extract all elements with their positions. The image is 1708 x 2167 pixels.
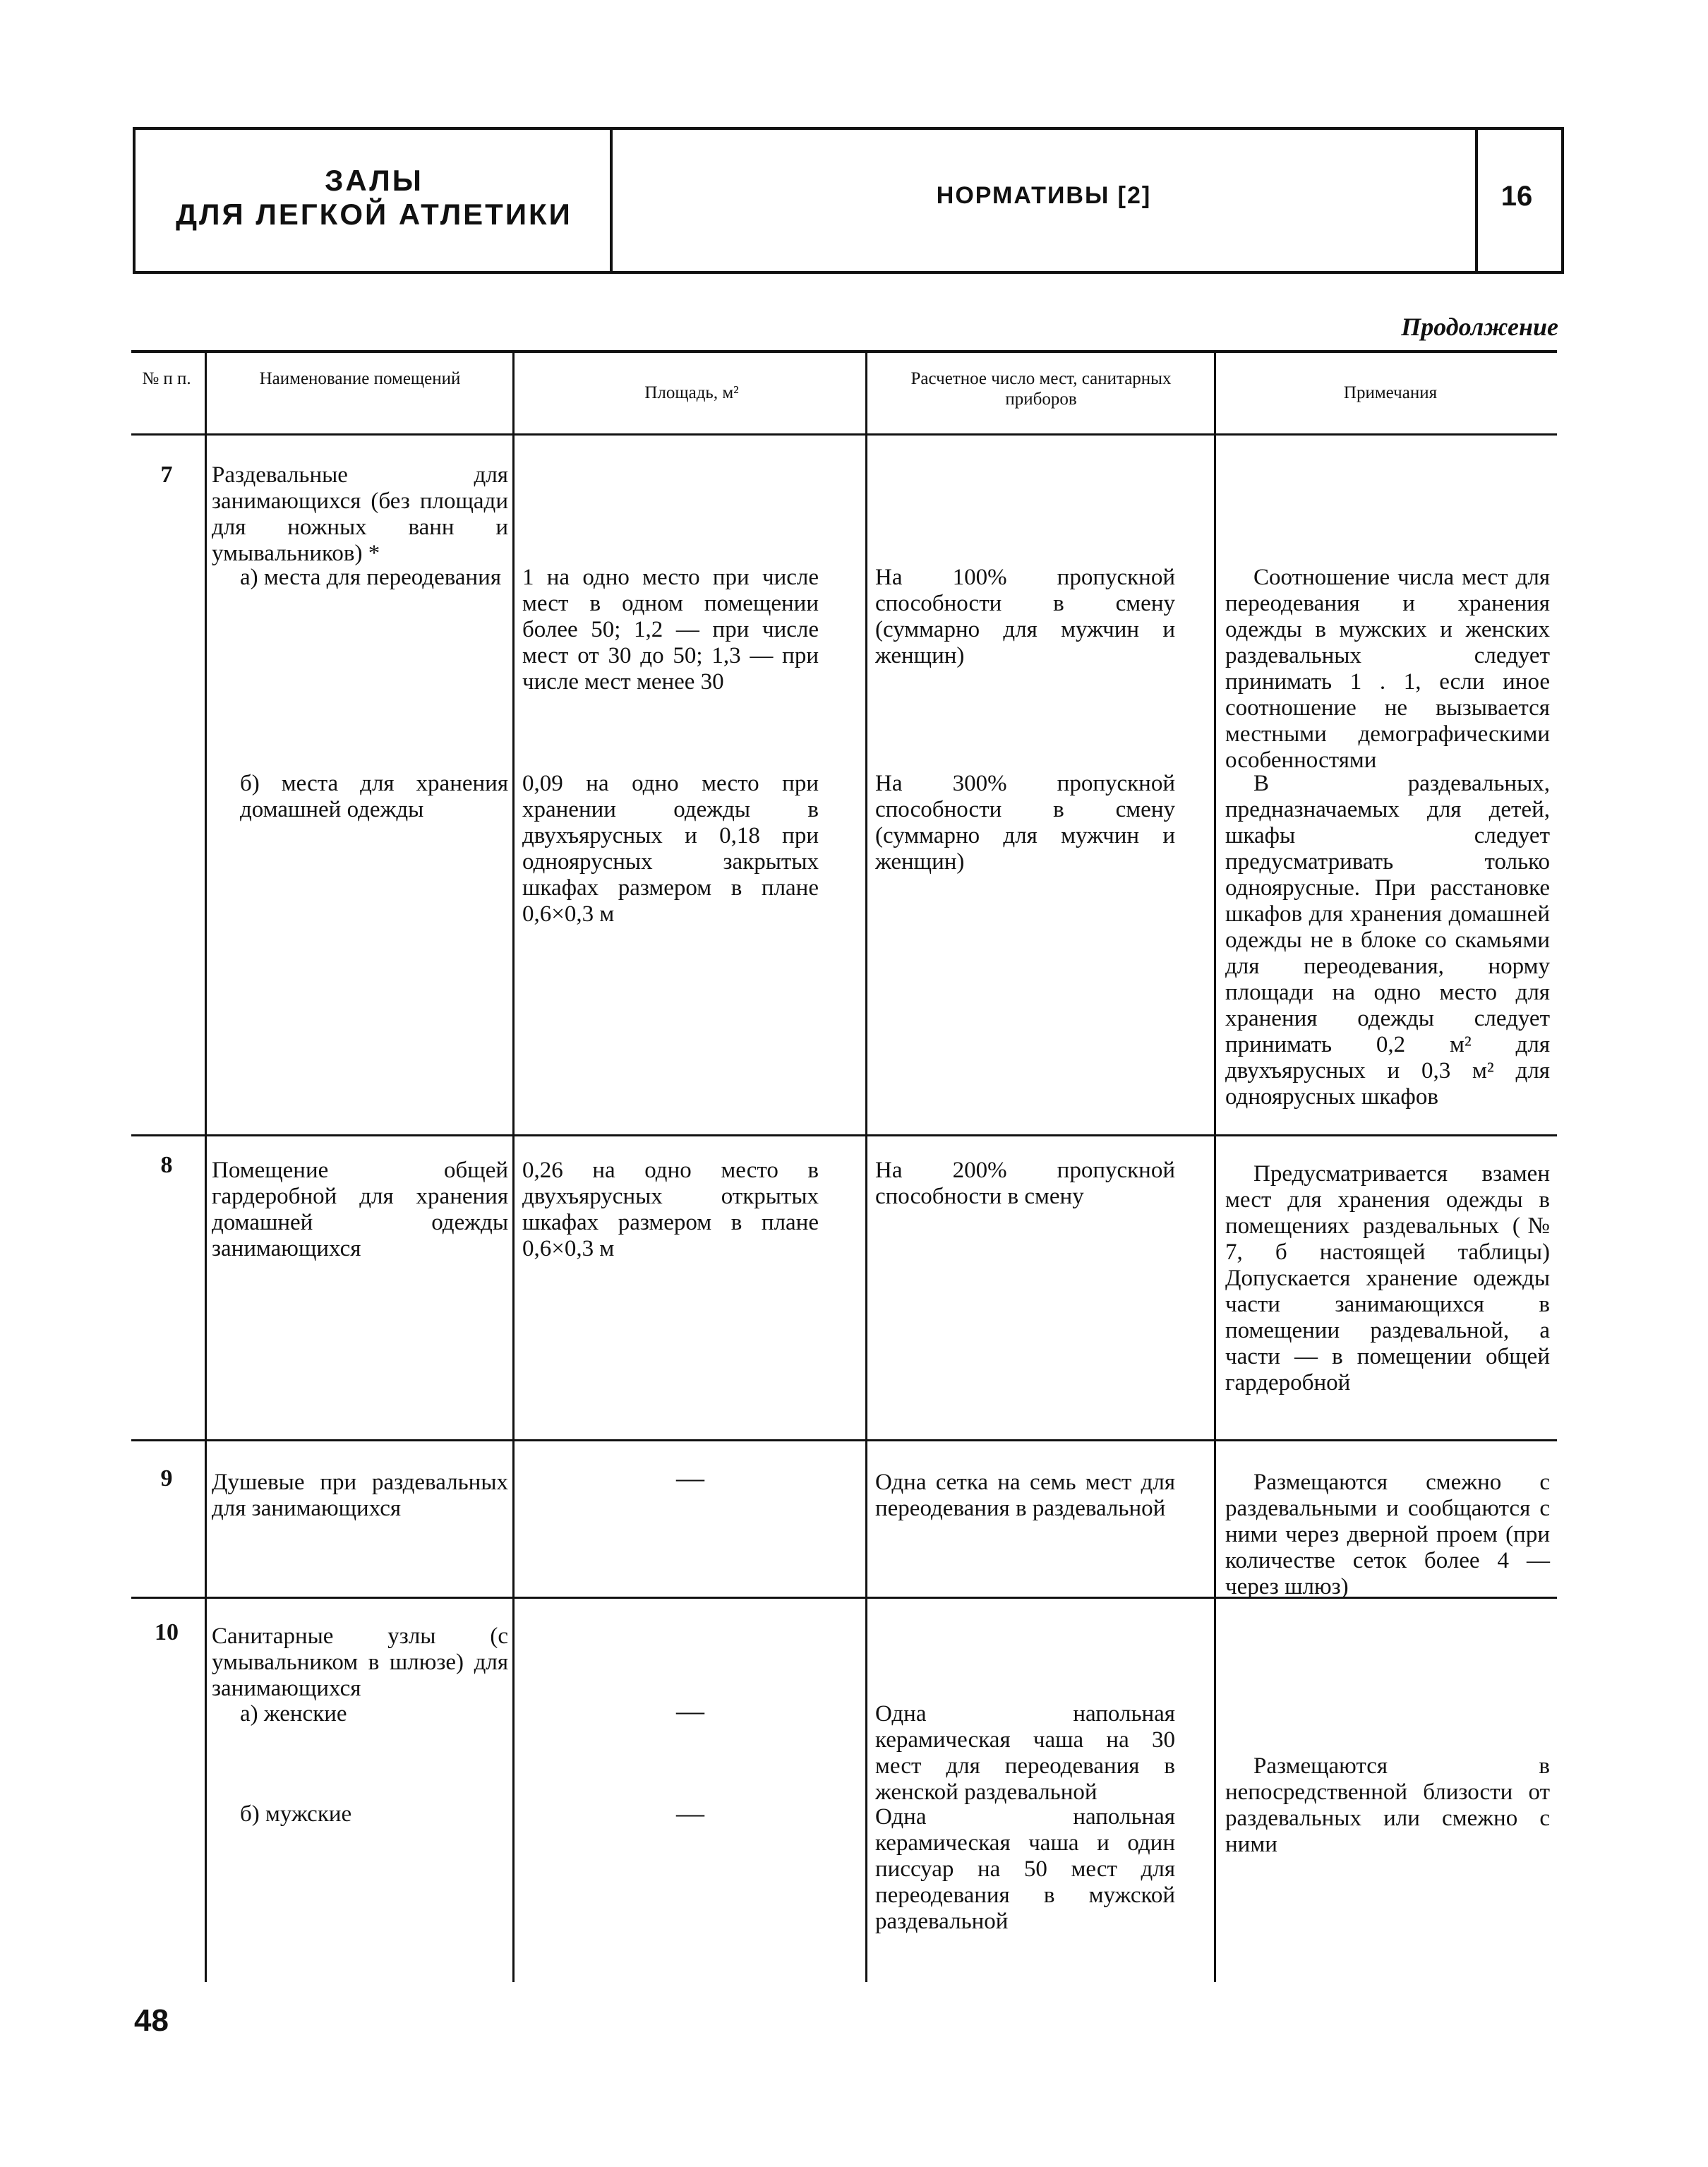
row-8-name: Помещение общей гардеробной для хранения домашней одежды занимающихся <box>212 1158 508 1261</box>
colhead-places: Расчетное число мест, санитарных приборов <box>910 369 1172 409</box>
row-10a-area: — <box>676 1695 704 1727</box>
row-7-number: 7 <box>160 462 173 488</box>
continued-label: Продолжение <box>1401 313 1558 341</box>
row-9-rule <box>131 1439 1557 1441</box>
row-8-rule <box>131 1134 1557 1136</box>
header-right-border <box>1561 127 1564 274</box>
row-8-number: 8 <box>160 1152 173 1178</box>
row-8-notes: Предусматривается взамен мест для хранения одежды в помещениях раздевальных (№ 7, б настоящей таблицы) Допускается хранение одежды части занимающихся в помещении раздевальной, а части — в помещении общей гардеробной <box>1225 1161 1550 1395</box>
col-divider-1 <box>205 353 207 1982</box>
row-7b-name: б) места для хранения домашней одежды <box>240 771 508 822</box>
col-divider-3 <box>865 353 867 1982</box>
title-line-2: ДЛЯ ЛЕГКОЙ АТЛЕТИКИ <box>176 198 572 231</box>
row-7-name: Раздевальные для занимающихся (без площади для ножных ванн и умывальников) * <box>212 462 508 566</box>
row-10-notes: Размещаются в непосредственной близости от раздевальных или смежно с ними <box>1225 1753 1550 1857</box>
header-divider-2 <box>1475 127 1478 274</box>
row-8-area: 0,26 на одно место в двухъярусных открытых шкафах размером в плане 0,6×0,3 м <box>522 1158 819 1261</box>
colhead-notes: Примечания <box>1343 383 1438 402</box>
row-7a-area: 1 на одно место при числе мест в одном помещении более 50; 1,2 — при числе мест от 30 до 50; 1,3 — при числе мест менее 30 <box>522 565 819 695</box>
table-top-rule <box>131 350 1557 353</box>
row-9-number: 9 <box>160 1465 173 1491</box>
colhead-name: Наименование помещений <box>259 369 461 388</box>
colhead-area: Площадь, м² <box>644 383 739 402</box>
row-7b-places: На 300% пропускной способности в смену (суммарно для мужчин и женщин) <box>875 771 1175 875</box>
title-line-1: ЗАЛЫ <box>325 164 423 197</box>
row-10b-name: б) мужские <box>240 1801 352 1827</box>
row-10-name: Санитарные узлы (с умывальником в шлюзе) для занимающихся <box>212 1623 508 1701</box>
row-8-places: На 200% пропускной способности в смену <box>875 1158 1175 1209</box>
row-7a-places: На 100% пропускной способности в смену (суммарно для мужчин и женщин) <box>875 565 1175 668</box>
row-7b-area: 0,09 на одно место при хранении одежды в двухъярусных и 0,18 при одноярусных закрытых шкафах размером в плане 0,6×0,3 м <box>522 771 819 927</box>
row-7b-notes: В раздевальных, предназначаемых для детей, шкафы следует предусматривать только одноярусные. При расстановке шкафов для хранения домашней одежды не в блоке со скамьями для переодевания, норму площади на одно место для хранения одежды следует принимать 0,2 м² для двухъярусных и 0,3 м² для одноярусных шкафов <box>1225 771 1550 1110</box>
table-head-rule <box>131 433 1557 436</box>
row-10b-area: — <box>676 1797 704 1829</box>
row-10a-places: Одна напольная керамическая чаша на 30 мест для переодевания в женской раздевальной <box>875 1701 1175 1805</box>
row-9-notes: Размещаются смежно с раздевальными и сообщаются с ними через дверной проем (при количестве сеток более 4 — через шлюз) <box>1225 1470 1550 1599</box>
section-title: НОРМАТИВЫ [2] <box>936 182 1152 209</box>
row-10a-name: а) женские <box>240 1701 347 1727</box>
row-9-places: Одна сетка на семь мест для переодевания в раздевальной <box>875 1470 1175 1521</box>
document-title <box>134 164 614 232</box>
header-bottom-border <box>133 271 1564 274</box>
sheet-number: 16 <box>1500 181 1533 212</box>
header-top-border <box>133 127 1564 130</box>
row-10-number: 10 <box>155 1619 179 1645</box>
col-divider-4 <box>1214 353 1216 1982</box>
row-10b-places: Одна напольная керамическая чаша и один писсуар на 50 мест для переодевания в мужской раздевальной <box>875 1804 1175 1934</box>
row-9-name: Душевые при раздевальных для занимающихся <box>212 1470 508 1521</box>
colhead-num: № п п. <box>142 369 191 388</box>
row-7a-name: а) места для переодевания <box>240 565 502 590</box>
page-number: 48 <box>134 2003 169 2038</box>
row-7a-notes: Соотношение числа мест для переодевания и хранения одежды в мужских и женских раздевальных следует принимать 1 . 1, если иное соотношение не вызывается местными демографическими особенностями <box>1225 565 1550 773</box>
col-divider-2 <box>512 353 515 1982</box>
row-9-area: — <box>676 1462 704 1494</box>
